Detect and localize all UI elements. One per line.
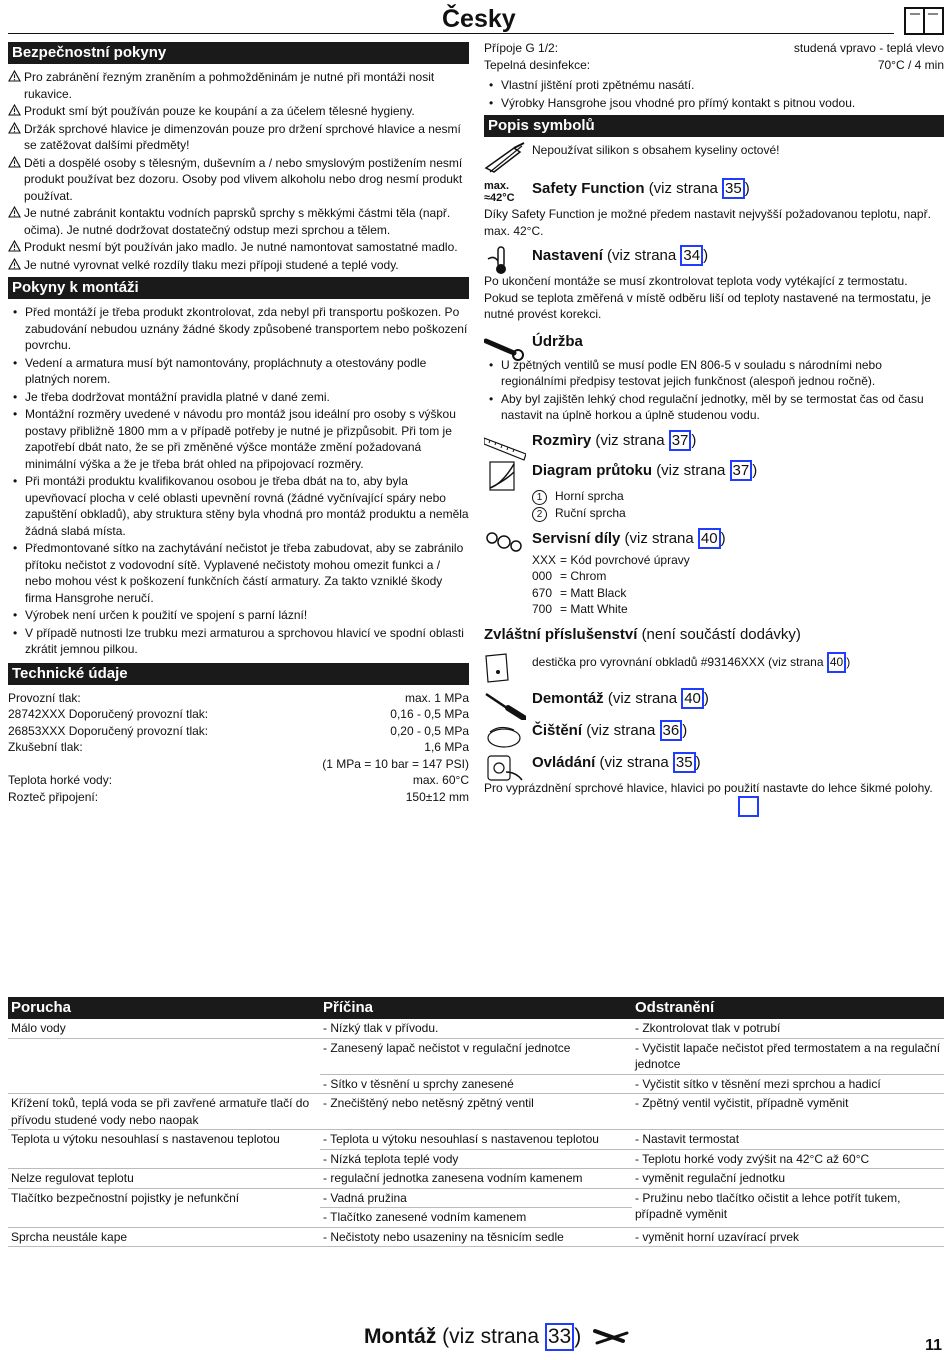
mounting-item: • Je třeba dodržovat montážní pravidla platné v dané zemi. [8,389,469,406]
flow-title: Diagram průtoku (viz strana 37 ) [532,461,758,479]
safety-item [8,155,469,205]
parts-equals: = [560,585,571,600]
setting-row [484,245,944,273]
right-column [484,40,944,796]
tech-row [484,40,944,57]
tech-label: Zkušební tlak: [8,740,83,754]
footer-mounting-ref: Montáž (viz strana 33 ) [364,1322,633,1352]
flow-legend-number: 1 [532,490,547,505]
parts-code-row [532,568,944,585]
technical-bullets [484,77,944,111]
tech-value: 1,6 MPa [424,740,469,754]
screwdriver-icon [484,688,526,720]
cause-cell: - Nízký tlak v přívodu. [320,1019,632,1038]
fix-cell: - vyměnit regulační jednotku [632,1169,944,1189]
col-header-fix: Odstranění [632,997,944,1019]
tech-label: 28742XXX Doporučený provozní tlak: [8,707,209,721]
safety-item-text: Držák sprchové hlavice je dimenzován pouze pro držení sprchové hlavice a nesmí se zatěžovat dalšími předměty! [24,121,461,152]
clean-row [484,720,944,748]
fault-cell: Teplota u výtoku nesouhlasí s nastavenou teplotou [11,1132,280,1146]
mounting-item: • Výrobek není určen k použití ve spojení s parní lázní! [8,607,469,624]
technical-heading: Technické údaje [8,663,469,685]
table-row [8,1038,944,1074]
table-row [8,1074,944,1094]
tech-value: max. 60°C [412,773,469,787]
parts-label: Matt White [570,602,628,616]
safety-item [8,239,469,256]
table-row [8,1094,944,1130]
cause-cell: - Nízká teplota teplé vody [320,1149,632,1169]
tech-row [8,739,469,756]
page-link-37b[interactable]: 37 [730,460,753,481]
mounting-heading: Pokyny k montáži [8,277,469,299]
flow-diagram-icon [484,460,526,492]
maintenance-item: • Aby byl zajištěn lehký chod regulační jednotky, měl by se termostat čas od času nastavit na úplně horkou a úplně studenou vodu. [484,391,944,424]
fault-cell [8,1208,320,1228]
safety-heading: Bezpečnostní pokyny [8,42,469,64]
tech-value: 150±12 mm [405,789,469,804]
page-link-33[interactable]: 33 [545,1323,574,1351]
safety-function-text: Díky Safety Function je možné předem nastavit nejvyšší požadovanou teplotu, např. max. 42°C. [484,207,931,238]
tech-row [484,57,944,74]
page-link-40b[interactable]: 40 [827,652,846,673]
tech-row [8,772,469,789]
page-link-35[interactable]: 35 [722,178,745,199]
setting-title: Nastavení (viz strana 34 ) [532,247,709,264]
operate-row [484,752,944,780]
parts-label: Matt Black [570,585,627,600]
ruler-icon [484,430,526,462]
symbols-heading: Popis symbolů [484,115,944,137]
mounting-list [8,304,469,658]
cause-cell: - Zanesený lapač nečistot v regulační jednotce [320,1038,632,1074]
safety-item-text: Produkt nesmí být používán jako madlo. Je nutné namontovat samostatné madlo. [24,240,458,254]
tech-label: Provozní tlak: [8,690,81,705]
fault-cell: Nelze regulovat teplotu [8,1169,320,1189]
mounting-item: • Před montáží je třeba produkt zkontrolovat, zda nebyl při transportu poškozen. Po zabudování nebudou uznány žádné škody způsobené transportem nebo poškození povrchu. [8,304,469,354]
silicone-gun-icon [484,142,526,174]
fault-cell [8,1038,320,1074]
cause-cell: - Znečištěný nebo netěsný zpětný ventil [320,1094,632,1130]
tech-value: (1 MPa = 10 bar = 147 PSI) [322,756,469,771]
book-icon [904,6,944,36]
tech-value: 0,16 - 0,5 MPa [390,707,469,721]
parts-label: Kód povrchové úpravy [570,552,690,567]
accessory-item: destička pro vyrovnání obkladů #93146XXX (viz strana 40 ) [532,652,944,673]
dimensions-row [484,430,944,456]
tech-row [8,789,469,806]
safety-item-text: Produkt smí být používán pouze ke koupání a za účelem tělesné hygieny. [24,104,415,118]
flow-legend-item [532,505,944,522]
tech-bullet: • Výrobky Hansgrohe jsou vhodné pro přímý kontakt s pitnou vodou. [484,95,944,112]
cause-cell: - regulační jednotka zanesena vodním kamenem [320,1169,632,1189]
safety-temp-icon: max. ≈42°C [484,180,515,204]
parts-code-row [532,601,944,618]
parts-equals: = [560,602,571,616]
accessory-row [484,652,944,684]
mounting-item: • Vedení a armatura musí být namontovány, propláchnuty a otestovány podle platných norem. [8,355,469,388]
tech-row [8,723,469,740]
warning-icon [8,70,21,82]
page-link-34[interactable]: 34 [680,245,703,266]
fix-cell: - vyměnit horní uzavírací prvek [632,1227,944,1247]
cause-cell: - Tlačítko zanesené vodním kamenem [320,1208,632,1228]
fault-table [8,997,944,1247]
parts-title: Servisní díly (viz strana 40 ) [532,529,726,547]
mounting-item: • Předmontované sítko na zachytávání nečistot je třeba zabudovat, aby se zabránilo přítoku nečistot z vodovodní sítě. Vyplavené nečistoty mohou omezit funkci a / nebo mohou vést k poškození funkčních částí armatury. Za takto vzniklé škody firma Hansgrohe neručí. [8,540,469,606]
safety-function-row [484,178,944,206]
parts-code: 700 [532,602,553,616]
cause-cell: - Sítko v těsnění u sprchy zanesené [320,1074,632,1094]
safety-item [8,121,469,154]
tools-icon [593,1325,633,1349]
safety-function-title: Safety Function (viz strana 35 ) [532,180,750,197]
fix-cell: - Pružinu nebo tlačítko očistit a lehce potřít tukem, případně vyměnit [632,1188,944,1227]
maintenance-row [484,331,944,357]
page-link-36[interactable]: 36 [660,720,683,741]
tile-plate-icon [484,652,526,684]
parts-equals: = [560,552,571,567]
fix-cell: - Nastavit termostat [632,1130,944,1150]
page-number: 11 [925,1337,942,1354]
table-row [8,1227,944,1247]
flow-legend-number: 2 [532,507,547,522]
clean-title: Čištění (viz strana 36 ) [532,721,688,739]
warning-icon [8,240,21,252]
fault-table-body [8,1019,944,1247]
flow-legend-label: Ruční sprcha [555,505,626,520]
cause-cell: - Vadná pružina [320,1188,632,1208]
operate-title: Ovládání (viz strana 35 ) [532,753,701,771]
fault-cell: Málo vody [8,1019,320,1038]
parts-row [484,528,944,552]
parts-equals: = [560,569,571,583]
tech-value: max. 1 MPa [404,690,469,705]
fault-cell [8,1074,320,1094]
fault-cell: Křížení toků, teplá voda se při zavřené armatuře tlačí do přívodu studené vody nebo naopak [8,1094,320,1130]
silicone-row [484,142,944,174]
parts-code: 670 [532,585,553,600]
safety-list [8,69,469,273]
left-column [8,42,469,805]
tech-value: 0,20 - 0,5 MPa [390,723,469,738]
title-divider [8,33,894,34]
page-link-35b[interactable]: 35 [673,752,696,773]
parts-code: 000 [532,569,553,583]
tech-label: Teplota horké vody: [8,773,113,787]
warning-icon [8,156,21,168]
technical-table [8,690,469,806]
fix-cell: - Teplotu horké vody zvýšit na 42°C až 60°C [632,1149,944,1169]
table-row [8,1188,944,1208]
flow-row [484,460,944,486]
maintenance-item: • U zpětných ventilů se musí podle EN 806-5 v souladu s národními nebo regionálními předpisy testovat jejich funkčnost (alespoň jednou ročně). [484,357,944,390]
setting-text: Po ukončení montáže se musí zkontrolovat teplota vody vytékající z termostatu. Pokud se teplota změřená v místě odběru liší od teploty nastavené na termostatu, je nutné provést korekci. [484,274,931,321]
maintenance-title: Údržba [532,332,583,350]
operate-text: Pro vyprázdnění sprchové hlavice, hlavici po použití nastavte do lehce šikmé polohy. [484,780,933,795]
safety-item [8,103,469,120]
col-header-cause: Příčina [320,997,632,1019]
fix-cell: - Vyčistit sítko v těsnění mezi sprchou a hadicí [632,1074,944,1094]
mounting-item: • V případě nutnosti lze trubku mezi armaturou a sprchovou hlavicí ve spodní oblasti zkrátit jemnou pilkou. [8,625,469,658]
fix-cell: - Zkontrolovat tlak v potrubí [632,1019,944,1038]
safety-item [8,205,469,238]
fix-cell: - Vyčistit lapače nečistot před termostatem a na regulační jednotce [632,1038,944,1074]
tech-label: 26853XXX Doporučený provozní tlak: [8,723,209,738]
fault-cell [8,1149,320,1169]
table-row [8,1169,944,1189]
tech-label: Přípoje G 1/2: [484,41,559,55]
silicone-text: Nepoužívat silikon s obsahem kyseliny octové! [532,143,780,157]
cause-cell: - Nečistoty nebo usazeniny na těsnicím sedle [320,1227,632,1247]
safety-item-text: Děti a dospělé osoby s tělesným, duševním a / nebo smyslovým postižením nesmí produkt používat bez dozoru. Osoby pod vlivem alkoholu nebo drog nesmí produkt používat. [24,155,463,203]
tech-row [8,706,469,723]
empty-marker-box [738,796,759,817]
tech-label: Tepelná desinfekce: [484,57,591,72]
tech-value: studená vpravo - teplá vlevo [793,41,944,55]
maintenance-list [484,357,944,424]
flow-legend [484,488,944,522]
mounting-item: • Montážní rozměry uvedené v návodu pro montáž jsou ideální pro osoby s výškou postavy přibližně 1800 mm a v případě potřeby je nutné je přizpůsobit. Při tom je zapotřebí dbát nato, že se při změněné výšce montáže změní požadovaná minimální výška a že je třeba brát ohled na připojovací rozměry. [8,406,469,472]
table-row [8,1130,944,1150]
cause-cell: - Teplota u výtoku nesouhlasí s nastavenou teplotou [320,1130,632,1150]
mounting-item: • Při montáži produktu kvalifikovanou osobou je třeba dbát na to, aby byla upevňovací plocha v celé oblasti upevnění rovná (žádné vyčnívající spáry nebo zapuštění obkladů), aby struktura stěny byla vhodná pro montáž produktu a neměla žádná slabá místa. [8,473,469,539]
spare-parts-icon [484,528,526,560]
warning-icon [8,258,21,270]
operating-hand-icon [484,752,526,784]
tech-label: Rozteč připojení: [8,789,99,804]
table-row [8,1149,944,1169]
page-link-37a[interactable]: 37 [669,430,692,451]
parts-code: XXX [532,552,557,567]
safety-item-text: Je nutné vyrovnat velké rozdíly tlaku mezi přípoji studené a teplé vody. [24,257,399,272]
cleaning-hand-icon [484,720,526,752]
flow-legend-label: Horní sprcha [555,488,624,503]
page-link-40a[interactable]: 40 [698,528,721,549]
warning-icon [8,104,21,116]
demount-row [484,688,944,716]
page-title: Česky [442,5,516,33]
technical-table-right [484,40,944,73]
parts-code-row [532,585,944,602]
fault-cell: Tlačítko bezpečnostní pojistky je nefunkční [11,1190,240,1205]
page-link-40c[interactable]: 40 [681,688,704,709]
safety-item-text: Je nutné zabránit kontaktu vodních paprsků sprchy s měkkými částmi těla (např. očima). Je nutné dodržovat dostatečný odstup mezi sprchou a tělem. [24,206,451,237]
safety-item [8,69,469,102]
parts-code-row [532,552,944,569]
tech-value: 70°C / 4 min [877,57,944,72]
fault-table-header [8,997,944,1019]
safety-item-text: Pro zabránění řezným zraněním a pohmožděninám je nutné při montáži nosit rukavice. [24,70,435,101]
warning-icon [8,206,21,218]
col-header-fault: Porucha [8,997,320,1019]
tech-bullet: • Vlastní jištění proti zpětnému nasátí. [484,77,944,94]
safety-item [8,257,469,274]
parts-codes [484,552,944,618]
tech-row [8,690,469,707]
fix-cell: - Zpětný ventil vyčistit, případně vyměnit [632,1094,944,1130]
table-row [8,1019,944,1038]
dimensions-title: Rozmìry (viz strana 37 ) [532,431,697,449]
parts-label: Chrom [570,569,607,583]
fault-cell: Sprcha neustále kape [8,1227,320,1247]
accessory-title: Zvláštní příslušenství (není součástí dodávky) [484,625,801,643]
demount-title: Demontáž (viz strana 40 ) [532,689,709,707]
thermometer-hand-icon [484,245,526,277]
warning-icon [8,122,21,134]
tech-row [8,756,469,773]
flow-legend-item [532,488,944,505]
